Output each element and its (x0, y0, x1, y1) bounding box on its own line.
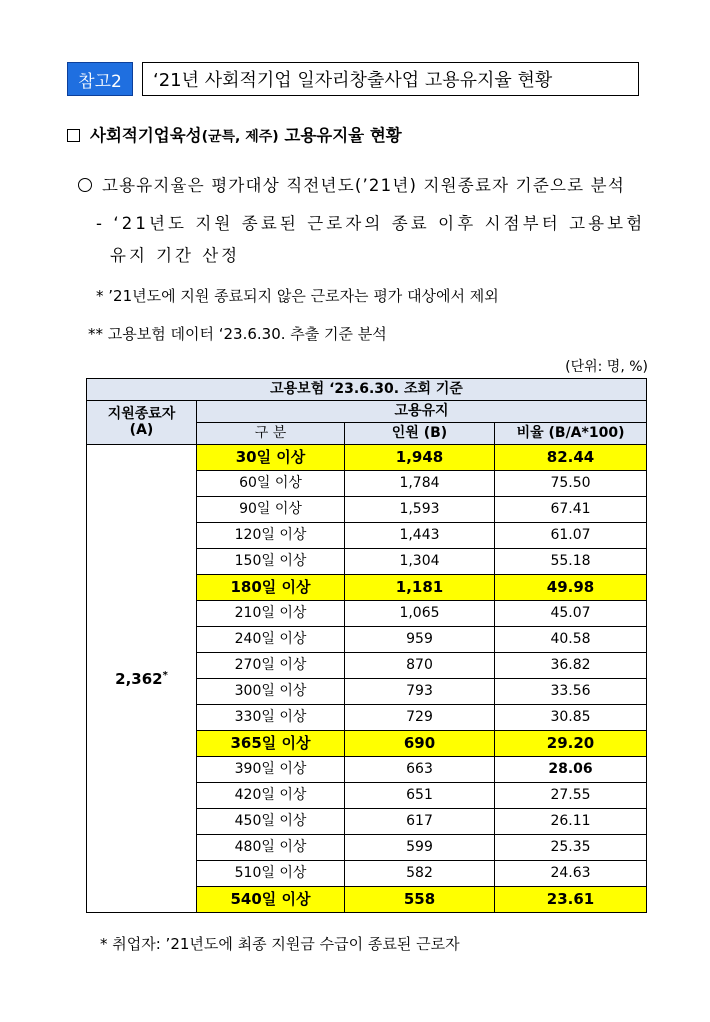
dash-item-line2: 유지 기간 산정 (110, 246, 241, 265)
cell-period: 450일 이상 (197, 809, 345, 835)
section-title-paren: (균특, 제주) (201, 129, 279, 145)
cell-count: 582 (345, 861, 495, 887)
unit-label: (단위: 명, %) (565, 359, 648, 375)
cell-count: 1,593 (345, 497, 495, 523)
table-caption: 고용보험 ‘23.6.30. 조회 기준 (87, 379, 647, 401)
bullet-item (78, 172, 625, 196)
cell-period: 180일 이상 (197, 575, 345, 601)
cell-count: 1,065 (345, 601, 495, 627)
cell-count: 1,181 (345, 575, 495, 601)
col-count-header: 인원 (B) (345, 423, 495, 445)
cell-period: 540일 이상 (197, 887, 345, 913)
cell-period: 420일 이상 (197, 783, 345, 809)
cell-count: 651 (345, 783, 495, 809)
cell-ratio: 36.82 (495, 653, 647, 679)
col-support-sub: (A) (129, 421, 154, 438)
cell-count: 1,304 (345, 549, 495, 575)
cell-count: 1,948 (345, 445, 495, 471)
cell-count: 793 (345, 679, 495, 705)
cell-ratio: 67.41 (495, 497, 647, 523)
cell-count: 959 (345, 627, 495, 653)
section-title-rest: 고용유지율 현황 (284, 126, 402, 145)
cell-period: 330일 이상 (197, 705, 345, 731)
cell-ratio: 25.35 (495, 835, 647, 861)
table-header-row (87, 401, 647, 423)
cell-ratio: 49.98 (495, 575, 647, 601)
cell-count: 663 (345, 757, 495, 783)
col-support-label: 지원종료자 (107, 406, 176, 423)
page-title: ‘21년 사회적기업 일자리창출사업 고용유지율 현황 (142, 62, 639, 96)
cell-ratio: 75.50 (495, 471, 647, 497)
cell-ratio: 29.20 (495, 731, 647, 757)
cell-period: 300일 이상 (197, 679, 345, 705)
cell-ratio: 40.58 (495, 627, 647, 653)
cell-period: 365일 이상 (197, 731, 345, 757)
table-caption-row (87, 379, 647, 401)
section-title-main: 사회적기업육성 (90, 126, 202, 145)
section-heading (67, 122, 402, 146)
cell-period: 60일 이상 (197, 471, 345, 497)
cell-period: 30일 이상 (197, 445, 345, 471)
cell-count: 599 (345, 835, 495, 861)
cell-period: 270일 이상 (197, 653, 345, 679)
cell-ratio: 26.11 (495, 809, 647, 835)
retention-table (86, 378, 647, 913)
cell-ratio: 30.85 (495, 705, 647, 731)
cell-count: 690 (345, 731, 495, 757)
cell-ratio: 61.07 (495, 523, 647, 549)
circle-bullet-icon (78, 178, 92, 192)
cell-ratio: 82.44 (495, 445, 647, 471)
footnote: * 취업자: ’21년도에 최종 지원금 수급이 종료된 근로자 (100, 935, 460, 953)
cell-ratio: 23.61 (495, 887, 647, 913)
col-period-header: 구 분 (197, 423, 345, 445)
cell-period: 390일 이상 (197, 757, 345, 783)
bullet-text: 고용유지율은 평가대상 직전년도(’21년) 지원종료자 기준으로 분석 (102, 176, 625, 195)
cell-count: 558 (345, 887, 495, 913)
col-ratio-header: 비율 (B/A*100) (495, 423, 647, 445)
cell-count: 617 (345, 809, 495, 835)
cell-period: 510일 이상 (197, 861, 345, 887)
col-retention-header: 고용유지 (197, 401, 647, 423)
reference-tag: 참고2 (67, 62, 133, 96)
total-support-count (87, 445, 197, 913)
cell-count: 870 (345, 653, 495, 679)
cell-period: 240일 이상 (197, 627, 345, 653)
cell-ratio: 28.06 (495, 757, 647, 783)
cell-period: 480일 이상 (197, 835, 345, 861)
cell-count: 1,784 (345, 471, 495, 497)
cell-period: 90일 이상 (197, 497, 345, 523)
cell-ratio: 33.56 (495, 679, 647, 705)
total-value: 2,362 (115, 669, 163, 688)
table-row (87, 445, 647, 471)
col-support-header (87, 401, 197, 445)
cell-period: 210일 이상 (197, 601, 345, 627)
cell-count: 729 (345, 705, 495, 731)
cell-count: 1,443 (345, 523, 495, 549)
total-footnote-mark: * (162, 669, 168, 681)
note-excluded: * ’21년도에 지원 종료되지 않은 근로자는 평가 대상에서 제외 (96, 287, 499, 305)
note-data-source: ** 고용보험 데이터 ‘23.6.30. 추출 기준 분석 (88, 325, 387, 343)
cell-ratio: 55.18 (495, 549, 647, 575)
cell-period: 120일 이상 (197, 523, 345, 549)
cell-ratio: 45.07 (495, 601, 647, 627)
cell-ratio: 24.63 (495, 861, 647, 887)
cell-ratio: 27.55 (495, 783, 647, 809)
cell-period: 150일 이상 (197, 549, 345, 575)
square-bullet-icon (67, 129, 80, 142)
dash-item-line1: - ‘21년도 지원 종료된 근로자의 종료 이후 시점부터 고용보험 (96, 214, 646, 233)
